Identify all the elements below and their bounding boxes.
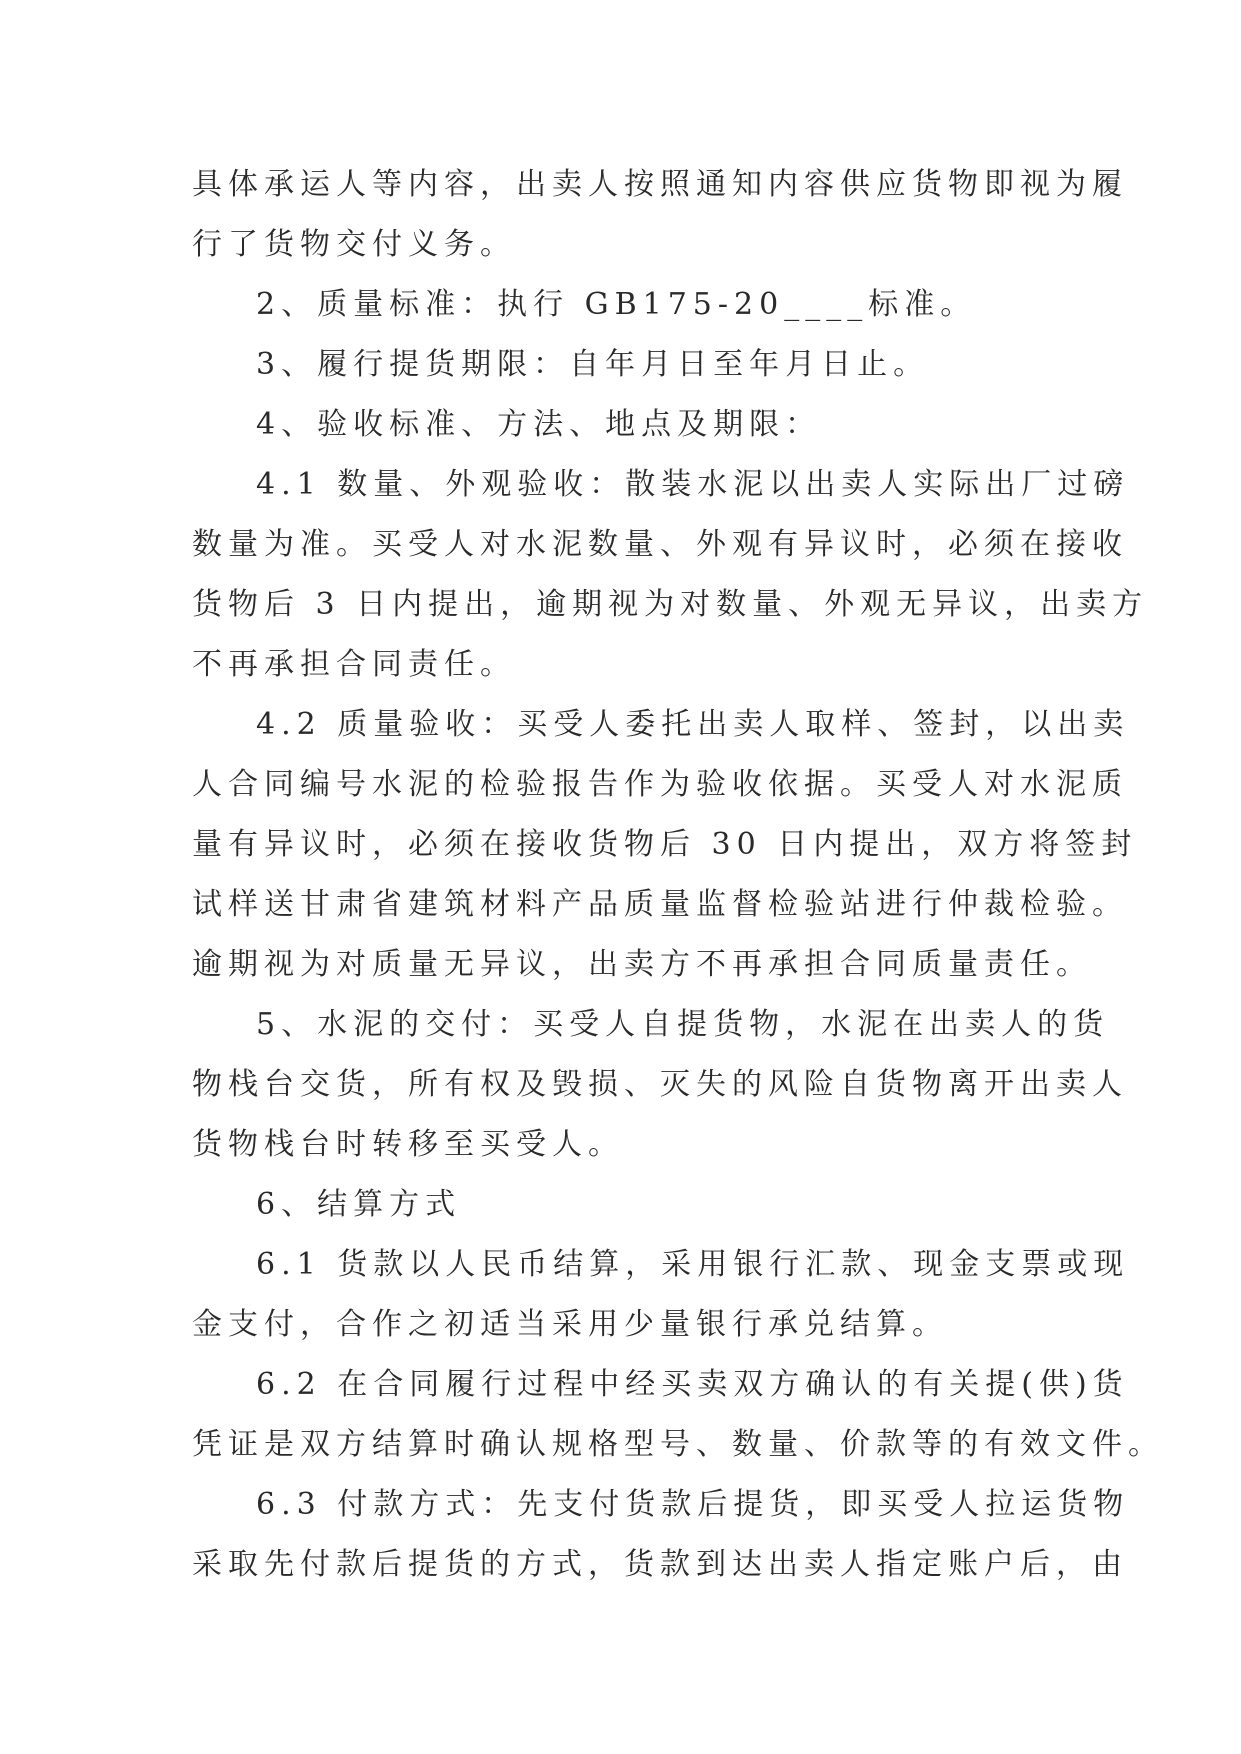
text-line: 量有异议时，必须在接收货物后 30 日内提出，双方将签封 — [192, 827, 1138, 862]
text-line: 行了货物交付义务。 — [192, 227, 516, 262]
text-line: 6.3 付款方式：先支付货款后提货，即买受人拉运货物 — [256, 1487, 1130, 1522]
text-line: 试样送甘肃省建筑材料产品质量监督检验站进行仲裁检验。 — [192, 887, 1128, 922]
text-line: 数量为准。买受人对水泥数量、外观有异议时，必须在接收 — [192, 527, 1128, 562]
text-line: 具体承运人等内容，出卖人按照通知内容供应货物即视为履 — [192, 167, 1128, 202]
text-line: 5、水泥的交付：买受人自提货物，水泥在出卖人的货 — [256, 1007, 1110, 1042]
text-line: 逾期视为对质量无异议，出卖方不再承担合同质量责任。 — [192, 947, 1092, 982]
text-line: 人合同编号水泥的检验报告作为验收依据。买受人对水泥质 — [192, 767, 1128, 802]
text-line: 6.2 在合同履行过程中经买卖双方确认的有关提(供)货 — [256, 1367, 1129, 1402]
document-body — [192, 155, 1164, 1595]
text-line: 物栈台交货，所有权及毁损、灭失的风险自货物离开出卖人 — [192, 1067, 1128, 1102]
text-line: 货物后 3 日内提出，逾期视为对数量、外观无异议，出卖方 — [192, 587, 1149, 622]
text-line: 凭证是双方结算时确认规格型号、数量、价款等的有效文件。 — [192, 1427, 1164, 1462]
text-line: 不再承担合同责任。 — [192, 647, 516, 682]
text-line: 4.1 数量、外观验收：散装水泥以出卖人实际出厂过磅 — [256, 467, 1130, 502]
text-line: 4.2 质量验收：买受人委托出卖人取样、签封，以出卖 — [256, 707, 1130, 742]
text-line: 采取先付款后提货的方式，货款到达出卖人指定账户后，由 — [192, 1547, 1128, 1582]
text-line: 3、履行提货期限：自年月日至年月日止。 — [256, 347, 930, 382]
text-line: 6、结算方式 — [256, 1187, 462, 1222]
text-line: 货物栈台时转移至买受人。 — [192, 1127, 624, 1162]
text-line: 6.1 货款以人民币结算，采用银行汇款、现金支票或现 — [256, 1247, 1130, 1282]
text-line: 2、质量标准：执行 GB175-20____标准。 — [256, 287, 977, 322]
text-line: 4、验收标准、方法、地点及期限： — [256, 407, 822, 442]
text-line: 金支付，合作之初适当采用少量银行承兑结算。 — [192, 1307, 948, 1342]
